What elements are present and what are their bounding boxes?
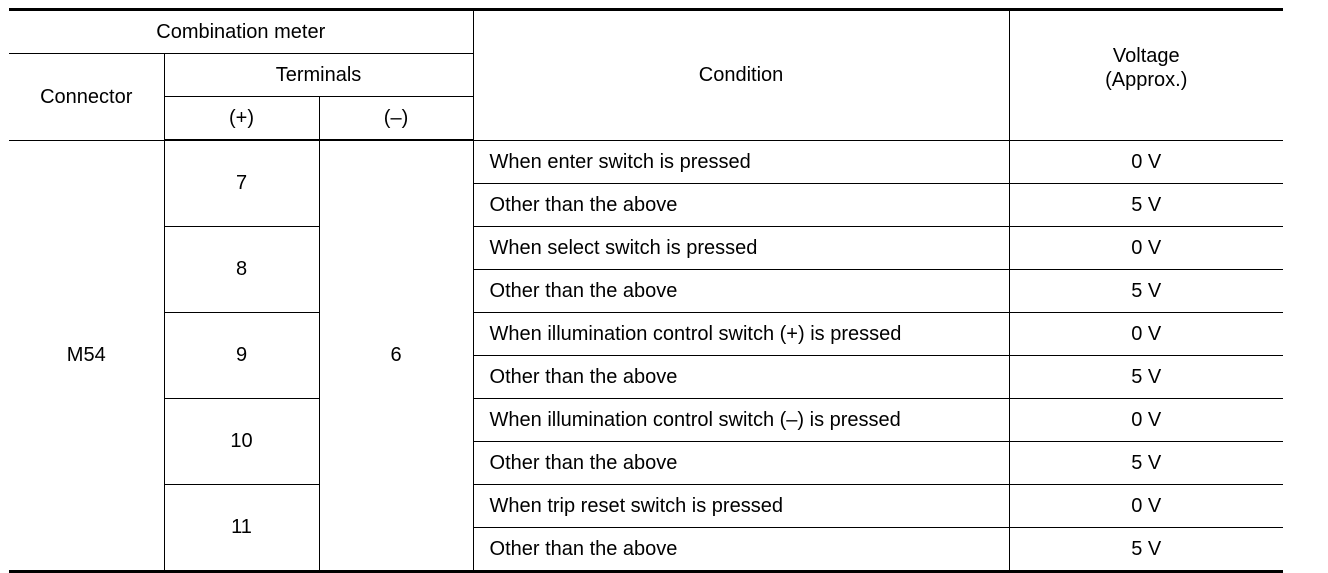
- terminal-minus-header: (–): [319, 97, 473, 141]
- condition-cell: When trip reset switch is pressed: [473, 484, 1009, 527]
- terminal-plus-cell: 9: [164, 312, 319, 398]
- voltage-cell: 5 V: [1009, 527, 1283, 571]
- condition-cell: Other than the above: [473, 527, 1009, 571]
- voltage-cell: 5 V: [1009, 183, 1283, 226]
- voltage-cell: 0 V: [1009, 226, 1283, 269]
- voltage-cell: 0 V: [1009, 484, 1283, 527]
- terminal-voltage-table: [9, 8, 1283, 573]
- terminal-plus-cell: 11: [164, 484, 319, 571]
- voltage-cell: 0 V: [1009, 140, 1283, 183]
- voltage-cell: 0 V: [1009, 398, 1283, 441]
- voltage-cell: 5 V: [1009, 269, 1283, 312]
- terminal-plus-cell: 10: [164, 398, 319, 484]
- condition-cell: Other than the above: [473, 355, 1009, 398]
- condition-cell: When illumination control switch (–) is pressed: [473, 398, 1009, 441]
- connector-header: Connector: [9, 54, 164, 141]
- condition-cell: Other than the above: [473, 269, 1009, 312]
- voltage-header: [1009, 10, 1283, 141]
- connector-cell: M54: [9, 140, 164, 571]
- voltage-header-line1: Voltage: [1112, 45, 1180, 68]
- combination-meter-header: Combination meter: [9, 10, 473, 54]
- terminal-plus-cell: 7: [164, 140, 319, 226]
- terminal-plus-header: (+): [164, 97, 319, 141]
- voltage-header-line2: (Approx.): [1105, 69, 1188, 92]
- voltage-cell: 5 V: [1009, 441, 1283, 484]
- condition-cell: Other than the above: [473, 441, 1009, 484]
- condition-header: Condition: [473, 10, 1009, 141]
- terminal-plus-cell: 8: [164, 226, 319, 312]
- condition-cell: When select switch is pressed: [473, 226, 1009, 269]
- condition-cell: When enter switch is pressed: [473, 140, 1009, 183]
- voltage-cell: 5 V: [1009, 355, 1283, 398]
- condition-cell: Other than the above: [473, 183, 1009, 226]
- voltage-cell: 0 V: [1009, 312, 1283, 355]
- condition-cell: When illumination control switch (+) is pressed: [473, 312, 1009, 355]
- terminals-header: Terminals: [164, 54, 473, 97]
- terminal-minus-cell: 6: [319, 140, 473, 571]
